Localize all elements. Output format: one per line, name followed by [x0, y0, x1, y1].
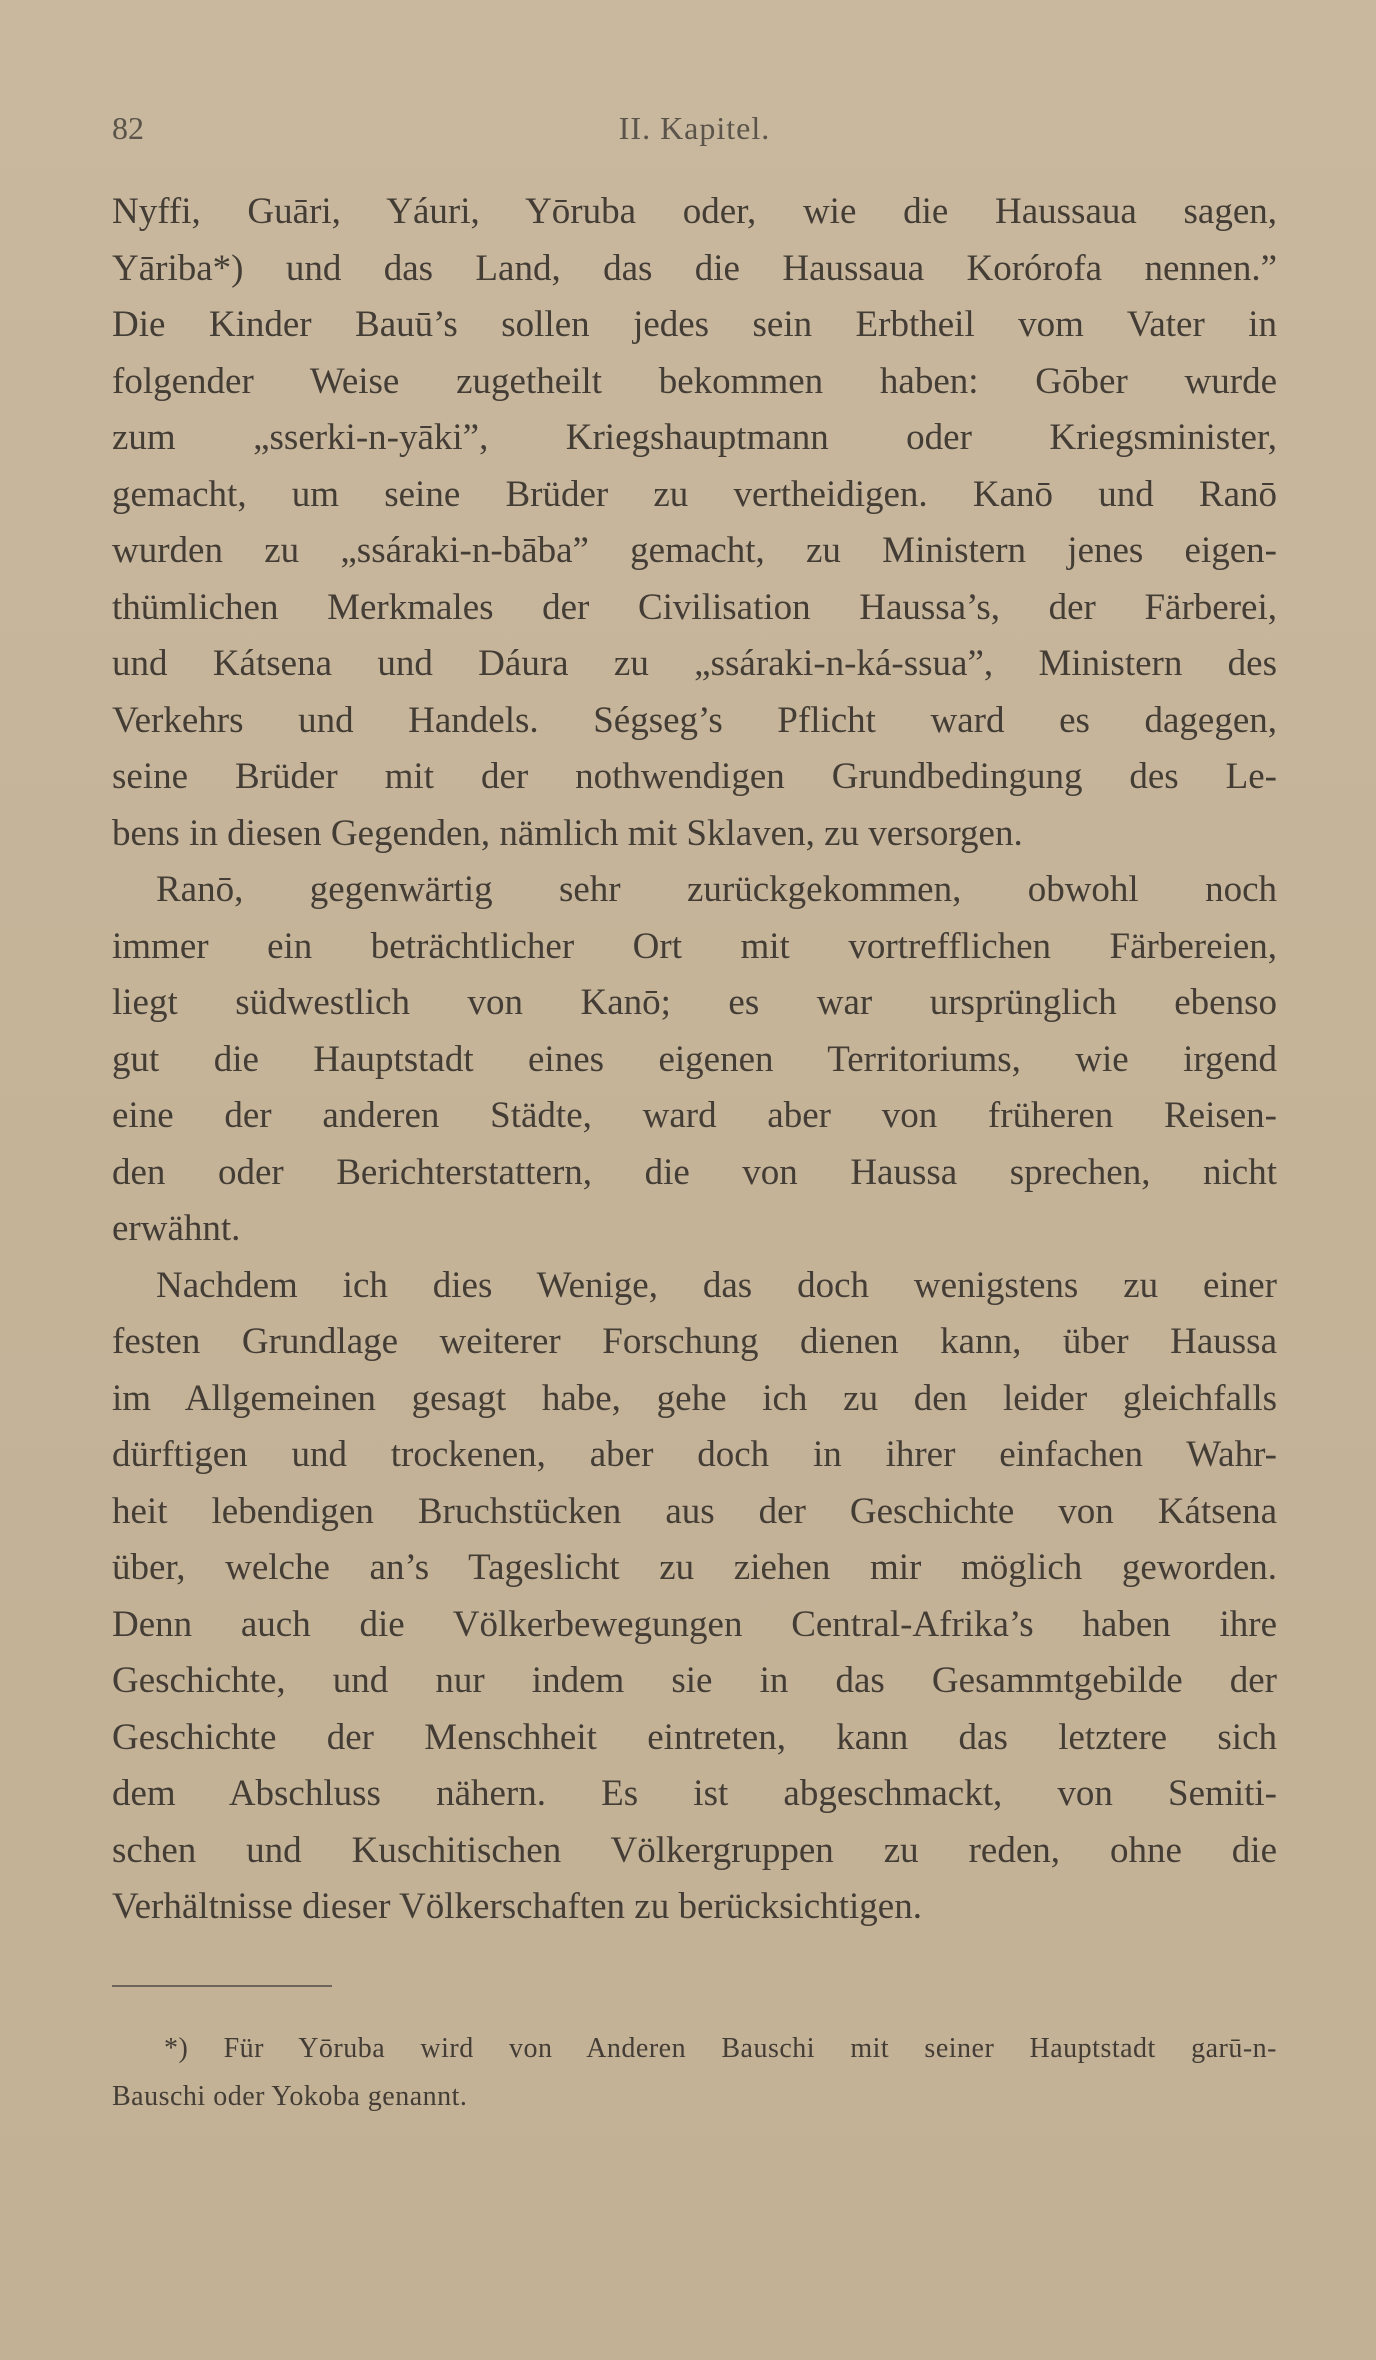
footnote-line: Bauschi oder Yokoba genannt. — [112, 2081, 468, 2112]
text-line: gemacht, um seine Brüder zu vertheidigen. Kanō und Ranō — [112, 473, 1277, 515]
text-line: Verkehrs und Handels. Ségseg’s Pflicht ward es dagegen, — [112, 699, 1277, 741]
text-line: Die Kinder Bauū’s sollen jedes sein Erbtheil vom Vater in — [112, 304, 1277, 345]
text-line: im Allgemeinen gesagt habe, gehe ich zu den leider gleichfalls — [112, 1377, 1277, 1419]
page-header — [112, 110, 1277, 150]
footnote — [112, 2025, 1277, 2121]
text-line: über, welche an’s Tageslicht zu ziehen mir möglich geworden. — [112, 1547, 1277, 1588]
running-head: II. Kapitel. — [618, 110, 771, 146]
text-line: folgender Weise zugetheilt bekommen haben: Gōber wurde — [112, 360, 1277, 402]
text-line: zum „sserki-n-yāki”, Kriegshauptmann oder Kriegsminister, — [112, 417, 1277, 458]
text-line: und Kátsena und Dáura zu „ssáraki-n-ká-ssua”, Ministern des — [112, 643, 1277, 684]
page-number: 82 — [112, 110, 144, 146]
text-line: bens in diesen Gegenden, nämlich mit Sklaven, zu versorgen. — [112, 812, 1023, 854]
text-line: Ranō, gegenwärtig sehr zurückgekommen, obwohl noch — [156, 869, 1277, 910]
body-text — [112, 184, 1277, 1936]
text-line: Nachdem ich dies Wenige, das doch wenigstens zu einer — [156, 1264, 1277, 1306]
text-line: Geschichte, und nur indem sie in das Gesammtgebilde der — [112, 1660, 1277, 1701]
text-line: dürftigen und trockenen, aber doch in ihrer einfachen Wahr- — [112, 1434, 1277, 1475]
text-line: liegt südwestlich von Kanō; es war ursprünglich ebenso — [112, 982, 1277, 1023]
text-line: seine Brüder mit der nothwendigen Grundbedingung des Le- — [112, 756, 1277, 797]
text-line: wurden zu „ssáraki-n-bāba” gemacht, zu Ministern jenes eigen- — [112, 530, 1277, 571]
text-line: Nyffi, Guāri, Yáuri, Yōruba oder, wie die Haussaua sagen, — [112, 191, 1277, 232]
text-line: festen Grundlage weiterer Forschung dienen kann, über Haussa — [112, 1321, 1277, 1362]
text-line: immer ein beträchtlicher Ort mit vortrefflichen Färbereien, — [112, 925, 1277, 967]
text-line: schen und Kuschitischen Völkergruppen zu reden, ohne die — [112, 1829, 1277, 1871]
text-line: Yāriba*) und das Land, das die Haussaua Korórofa nennen.” — [112, 247, 1277, 289]
text-line: den oder Berichterstattern, die von Haussa sprechen, nicht — [112, 1151, 1277, 1193]
text-line: Geschichte der Menschheit eintreten, kann das letztere sich — [112, 1716, 1277, 1758]
text-line: gut die Hauptstadt eines eigenen Territoriums, wie irgend — [112, 1038, 1277, 1080]
text-line: eine der anderen Städte, ward aber von früheren Reisen- — [112, 1095, 1277, 1136]
footnote-divider — [112, 1985, 332, 1987]
footnote-line: *) Für Yōruba wird von Anderen Bauschi mit seiner Hauptstadt garū-n- — [164, 2033, 1277, 2064]
text-line: dem Abschluss nähern. Es ist abgeschmackt, von Semiti- — [112, 1773, 1277, 1814]
text-line: Verhältnisse dieser Völkerschaften zu berücksichtigen. — [112, 1886, 922, 1927]
text-line: erwähnt. — [112, 1208, 241, 1249]
text-line: heit lebendigen Bruchstücken aus der Geschichte von Kátsena — [112, 1490, 1277, 1532]
text-line: thümlichen Merkmales der Civilisation Haussa’s, der Färberei, — [112, 586, 1277, 628]
text-line: Denn auch die Völkerbewegungen Central-Afrika’s haben ihre — [112, 1603, 1277, 1645]
